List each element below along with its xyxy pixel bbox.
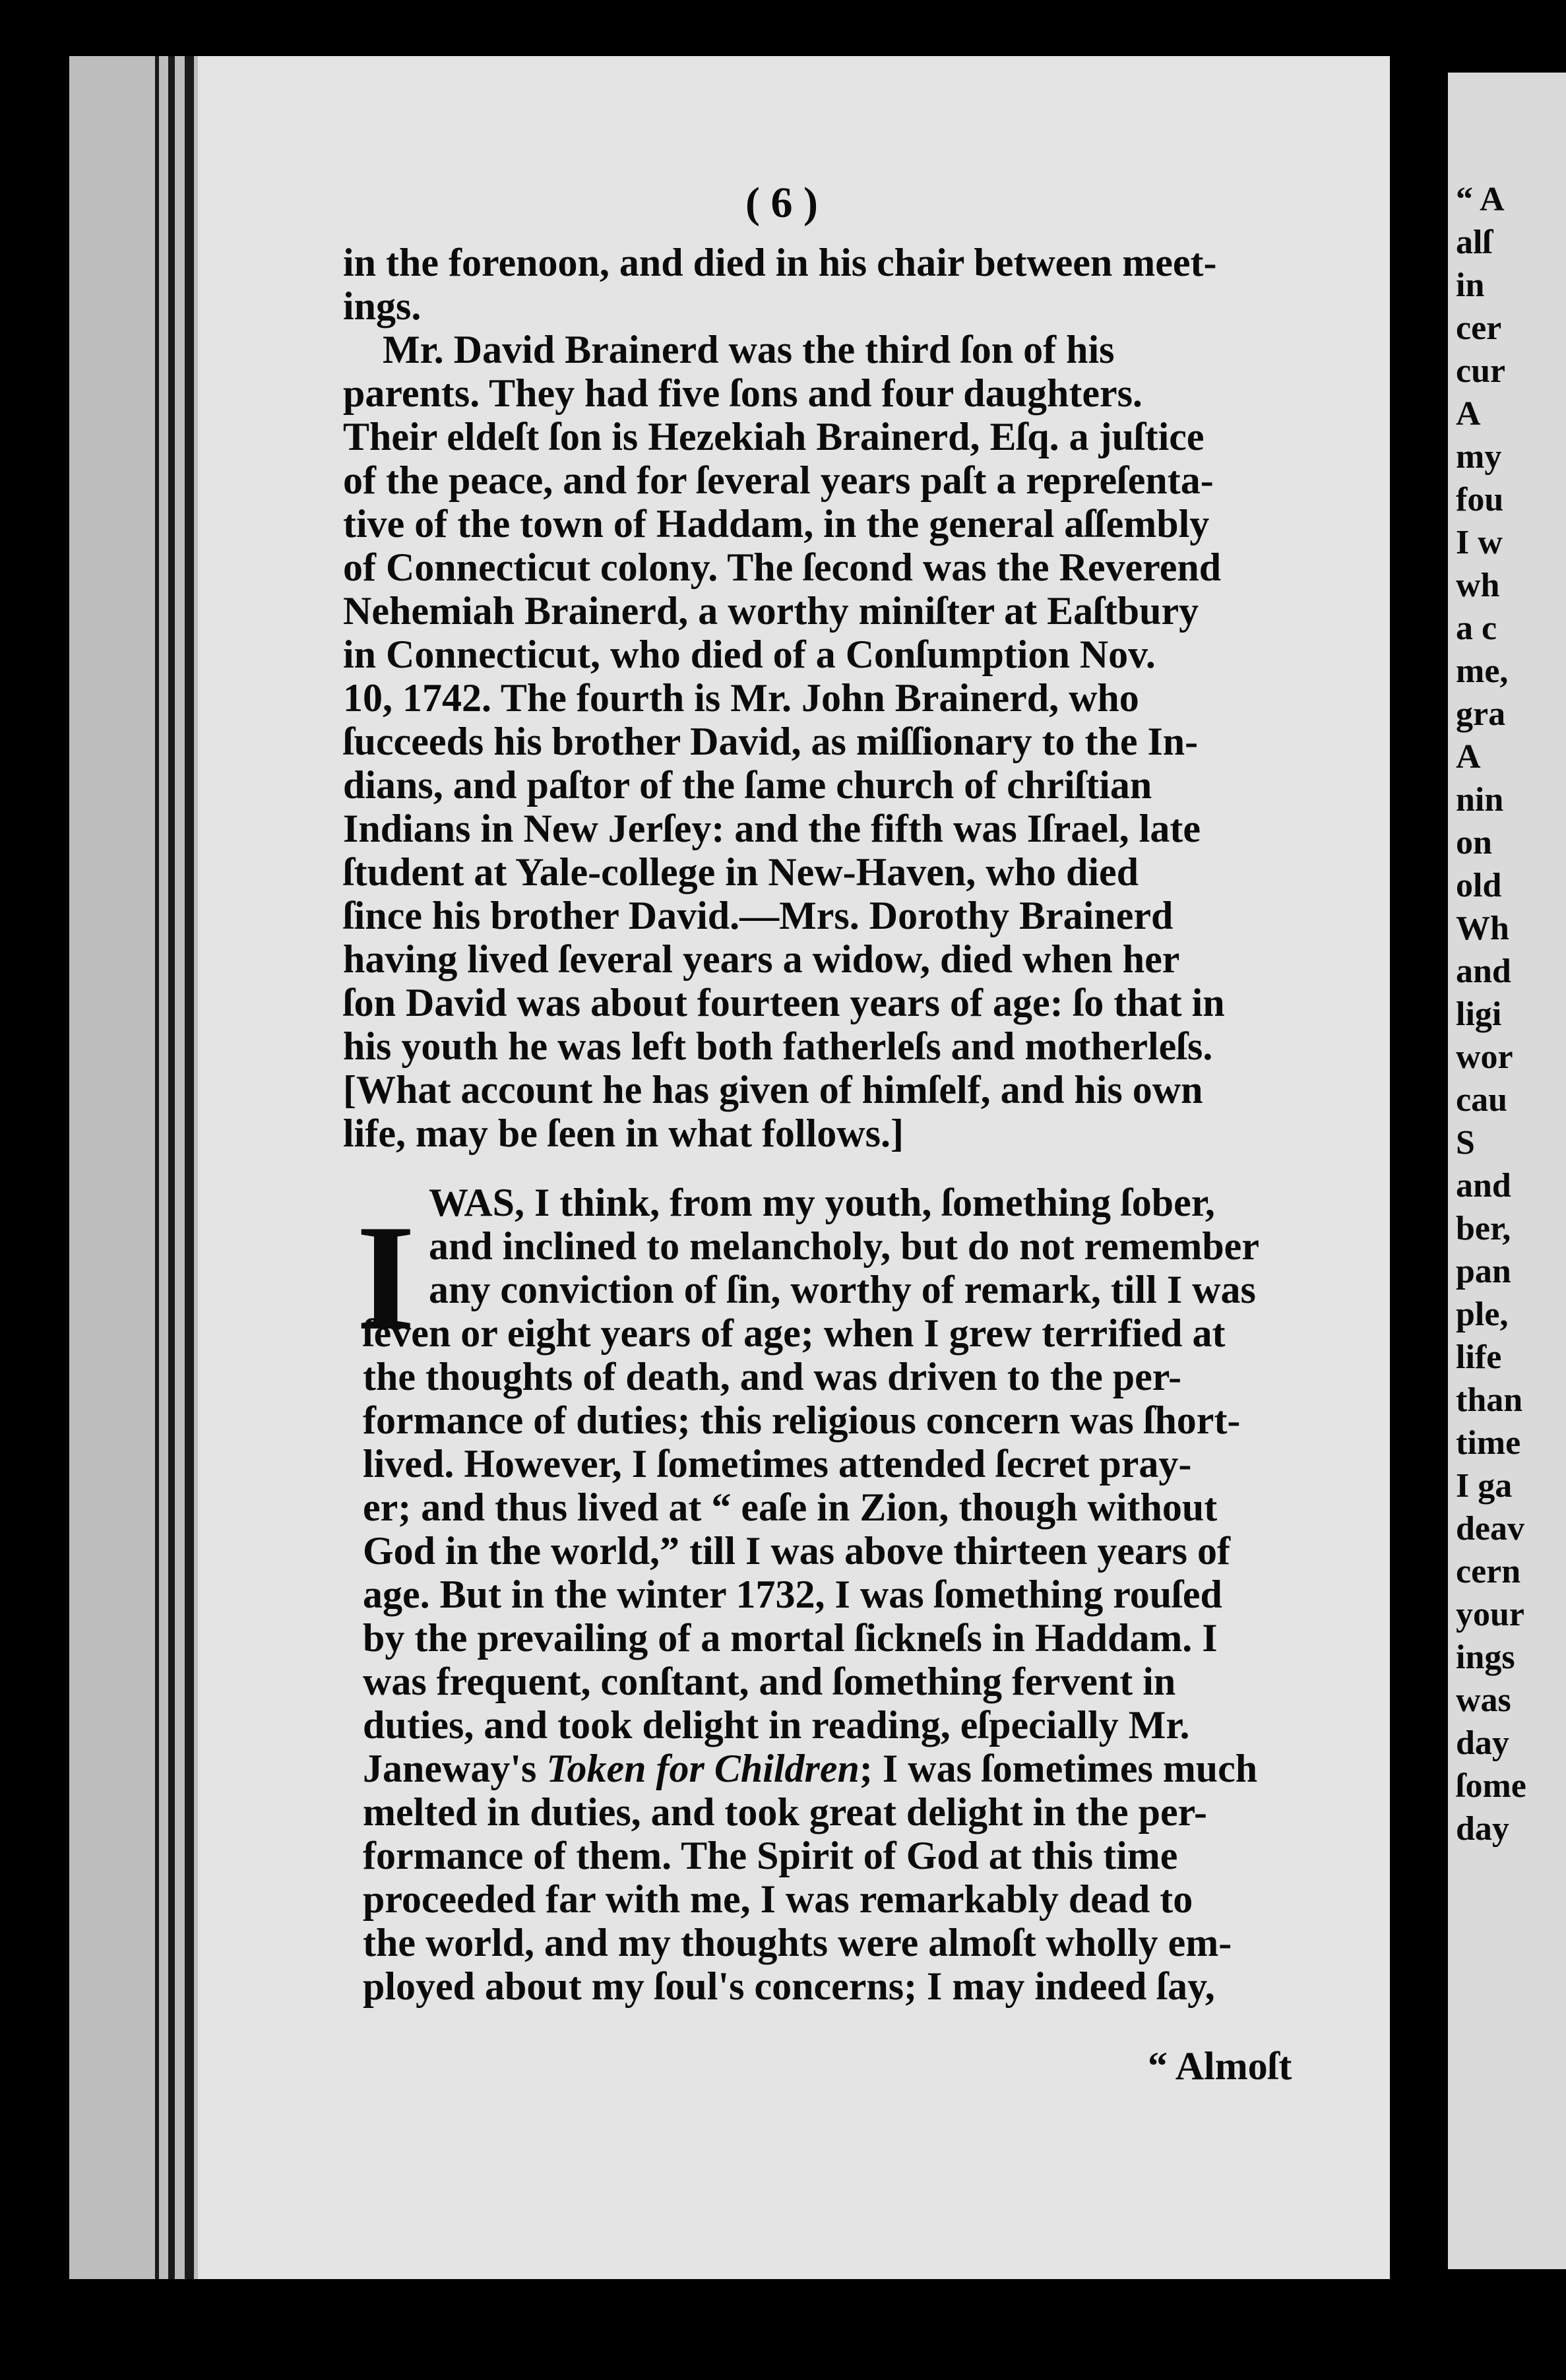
facing-page-fragment: time xyxy=(1456,1424,1521,1462)
text-line: ployed about my ſoul's concerns; I may indeed ſay, xyxy=(363,1964,1215,2008)
binding-line xyxy=(168,56,175,2279)
facing-page-fragment: old xyxy=(1456,867,1502,904)
book-title: Token for Children xyxy=(546,1747,860,1790)
facing-page-fragment: my xyxy=(1456,438,1502,476)
text-line: in the forenoon, and died in his chair between meet- xyxy=(343,241,1217,284)
text-line: ſince his brother David.—Mrs. Dorothy Brainerd xyxy=(343,894,1174,937)
text-line: proceeded far with me, I was remarkably dead to xyxy=(363,1877,1193,1921)
binding-gutter xyxy=(69,56,201,2279)
text-line: God in the world,” till I was above thirteen years of xyxy=(363,1529,1230,1573)
text-line: er; and thus lived at “ eaſe in Zion, though without xyxy=(363,1486,1218,1529)
intro-paragraph xyxy=(343,241,1332,1164)
facing-page-fragment: cern xyxy=(1456,1553,1521,1590)
text-line: was frequent, conſtant, and ſomething fervent in xyxy=(363,1660,1176,1703)
text-line: 10, 1742. The fourth is Mr. John Brainerd, who xyxy=(343,676,1139,720)
facing-page-fragment: wh xyxy=(1456,567,1500,604)
text-line: ſucceeds his brother David, as miſſionary to the In- xyxy=(343,720,1199,763)
text-line: duties, and took delight in reading, eſpecially Mr. xyxy=(363,1703,1190,1747)
text-line: Mr. David Brainerd was the third ſon of his xyxy=(383,328,1115,371)
facing-page-fragment: day xyxy=(1456,1810,1509,1848)
facing-page-fragment: deav xyxy=(1456,1510,1524,1548)
text-line: ſeven or eight years of age; when I grew terrified at xyxy=(363,1311,1226,1355)
facing-page-fragment: fou xyxy=(1456,481,1504,518)
text-line: life, may be ſeen in what follows.] xyxy=(343,1112,904,1155)
text-line: dians, and paſtor of the ſame church of chriſtian xyxy=(343,763,1152,807)
text-line: tive of the town of Haddam, in the general aſſembly xyxy=(343,502,1210,546)
facing-page-fragment: your xyxy=(1456,1596,1524,1633)
drop-capital: I xyxy=(356,1193,416,1362)
facing-page-fragment: nin xyxy=(1456,781,1504,819)
text-line: having lived ſeveral years a widow, died when her xyxy=(343,937,1180,981)
facing-page-fragment: ber, xyxy=(1456,1210,1511,1247)
page-number: ( 6 ) xyxy=(745,179,818,227)
text-line: [What account he has given of himſelf, and his own xyxy=(343,1068,1203,1112)
facing-page-fragment: was xyxy=(1456,1681,1511,1719)
facing-page-fragment: ple, xyxy=(1456,1296,1509,1333)
facing-page-fragment: on xyxy=(1456,824,1492,861)
facing-page-fragment: alſ xyxy=(1456,224,1492,261)
facing-page-fragment: gra xyxy=(1456,695,1506,733)
text-line: Nehemiah Brainerd, a worthy miniſter at Eaſtbury xyxy=(343,589,1199,633)
binding-line xyxy=(155,56,159,2279)
text-fragment: Janeway's xyxy=(363,1747,547,1790)
facing-page-fragment: a c xyxy=(1456,610,1497,647)
facing-page xyxy=(1448,73,1566,2269)
text-line: and inclined to melancholy, but do not remember xyxy=(429,1224,1259,1268)
text-line: the thoughts of death, and was driven to the per- xyxy=(363,1355,1182,1398)
facing-page-fragment: and xyxy=(1456,1167,1511,1205)
facing-page-fragment: cau xyxy=(1456,1081,1507,1119)
binding-line xyxy=(185,56,194,2279)
text-line: of Connecticut colony. The ſecond was the Reverend xyxy=(343,546,1222,589)
text-line: of the peace, and for ſeveral years paſt a repreſenta- xyxy=(343,458,1214,502)
text-line: lived. However, I ſometimes attended ſecret pray- xyxy=(363,1442,1192,1486)
text-line: any conviction of ſin, worthy of remark, till I was xyxy=(429,1268,1256,1311)
text-line: the world, and my thoughts were almoſt wholly em- xyxy=(363,1921,1232,1964)
facing-page-fragment: “ A xyxy=(1456,181,1505,218)
text-line: by the prevailing of a mortal ſickneſs in Haddam. I xyxy=(363,1616,1218,1660)
facing-page-fragment: I w xyxy=(1456,524,1503,561)
facing-page-fragment: cur xyxy=(1456,352,1506,390)
text-line: Their eldeſt ſon is Hezekiah Brainerd, Eſq. a juſtice xyxy=(343,415,1205,458)
text-line: melted in duties, and took great delight in the per- xyxy=(363,1790,1208,1834)
text-line: Indians in New Jerſey: and the fifth was Iſrael, late xyxy=(343,807,1201,850)
facing-page-fragment: ſome xyxy=(1456,1767,1526,1805)
facing-page-fragment: A xyxy=(1456,738,1481,776)
facing-page-fragment: life xyxy=(1456,1338,1502,1376)
text-line: ings. xyxy=(343,284,422,328)
text-line: his youth he was left both fatherleſs and motherleſs. xyxy=(343,1024,1213,1068)
facing-page-fragment: wor xyxy=(1456,1038,1513,1076)
text-line: age. But in the winter 1732, I was ſomething rouſed xyxy=(363,1573,1222,1616)
facing-page-fragment: pan xyxy=(1456,1253,1511,1290)
facing-page-fragment: ings xyxy=(1456,1639,1515,1676)
facing-page-fragment: S xyxy=(1456,1124,1475,1162)
text-fragment: ; I was ſometimes much xyxy=(859,1747,1258,1790)
text-line: in Connecticut, who died of a Conſumption Nov. xyxy=(343,633,1156,676)
text-line: ſtudent at Yale-college in New-Haven, who died xyxy=(343,850,1139,894)
text-line: formance of them. The Spirit of God at this time xyxy=(363,1834,1178,1877)
facing-page-fragment: me, xyxy=(1456,652,1509,690)
catchword: “ Almoſt xyxy=(1148,2044,1292,2088)
facing-page-fragment: A xyxy=(1456,395,1481,433)
text-line: parents. They had five ſons and four daughters. xyxy=(343,371,1143,415)
facing-page-fragment: than xyxy=(1456,1381,1523,1419)
text-line xyxy=(363,1747,1257,1790)
facing-page-fragment: in xyxy=(1456,266,1485,304)
narrative-paragraph xyxy=(343,1181,1332,2104)
facing-page-fragment: day xyxy=(1456,1724,1509,1762)
facing-page-fragment: Wh xyxy=(1456,910,1509,947)
text-line: WAS, I think, from my youth, ſomething ſober, xyxy=(429,1181,1215,1224)
facing-page-fragment: and xyxy=(1456,953,1511,990)
facing-page-fragment: ligi xyxy=(1456,995,1502,1033)
text-line: formance of duties; this religious concern was ſhort- xyxy=(363,1398,1241,1442)
facing-page-fragment: cer xyxy=(1456,309,1502,347)
facing-page-fragment: I ga xyxy=(1456,1467,1513,1505)
text-line: ſon David was about fourteen years of age: ſo that in xyxy=(343,981,1225,1024)
